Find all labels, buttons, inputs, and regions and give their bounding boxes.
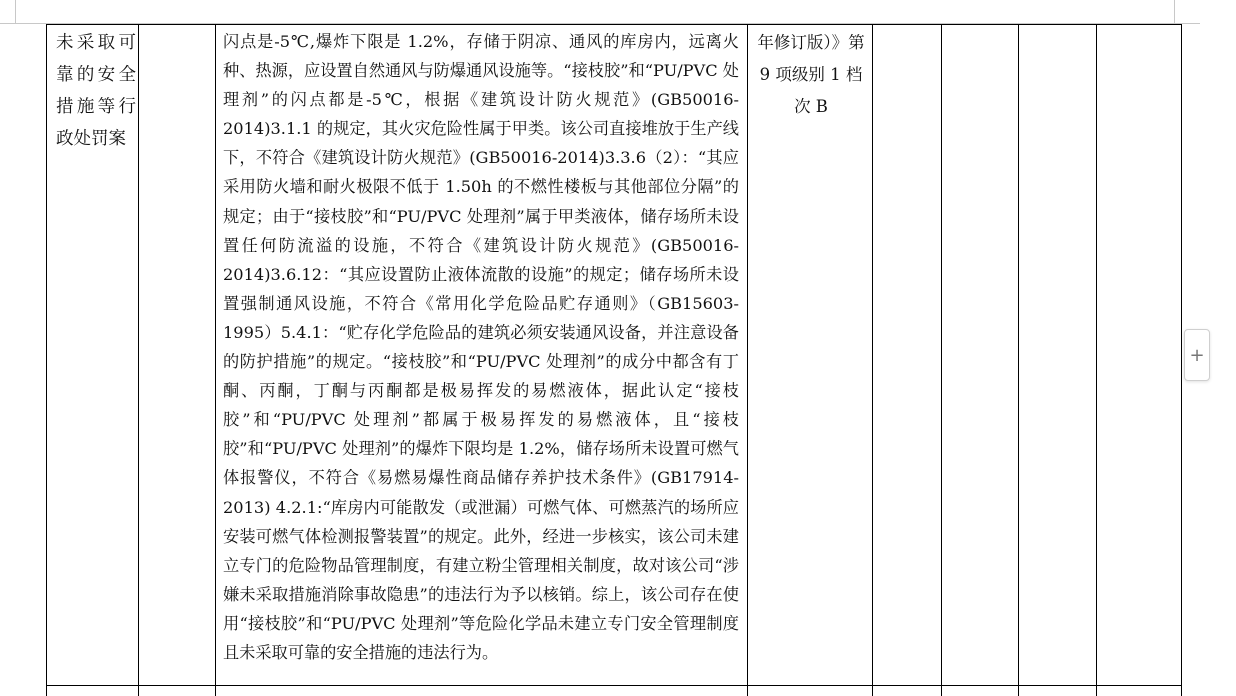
table-border-right xyxy=(1181,24,1182,696)
column-divider xyxy=(1096,24,1097,696)
column-divider xyxy=(1018,24,1019,696)
column-divider xyxy=(215,24,216,696)
table-row-top-border xyxy=(46,24,1182,25)
table-border-left xyxy=(46,24,47,696)
table-row-bottom-border xyxy=(46,685,1182,686)
case-facts-cell: 闪点是-5℃,爆炸下限是 1.2%，存储于阴凉、通风的库房内，远离火种、热源，应设置自然通风与防爆通风设施等。“接枝胶”和“PU/PVC 处理剂”的闪点都是-5℃，根据《建筑设计防火规范》(GB50016-2014)3.1.1 的规定，其火灾危险性属于甲类。该公司直接堆放于生产线下，不符合《建筑设计防火规范》(GB50016-2014)3.3.6（2）：“其应采用防火墙和耐火极限不低于 1.50h 的不燃性楼板与其他部位分隔”的规定；由于“接枝胶”和“PU/PVC 处理剂”属于甲类液体，储存场所未设置任何防流溢的设施，不符合《建筑设计防火规范》(GB50016-2014)3.6.12：“其应设置防止液体流散的设施”的规定；储存场所未设置强制通风设施，不符合《常用化学危险品贮存通则》（GB15603-1995）5.4.1：“贮存化学危险品的建筑必须安装通风设备，并注意设备的防护措施”的规定。“接枝胶”和“PU/PVC 处理剂”的成分中都含有丁酮、丙酮，丁酮与丙酮都是极易挥发的易燃液体，据此认定“接枝胶”和“PU/PVC 处理剂”都属于极易挥发的易燃液体，且“接枝胶”和“PU/PVC 处理剂”的爆炸下限均是 1.2%，储存场所未设置可燃气体报警仪，不符合《易燃易爆性商品储存养护技术条件》(GB17914-2013) 4.2.1:“库房内可能散发（或泄漏）可燃气体、可燃蒸汽的场所应安装可燃气体检测报警装置”的规定。此外，经进一步核实，该公司未建立专门的危险物品管理制度，有建立粉尘管理相关制度，故对该公司“涉嫌未采取措施消除事故隐患”的违法行为予以核销。综上，该公司存在使用“接枝胶”和“PU/PVC 处理剂”等危险化学品未建立专门安全管理制度且未采取可靠的安全措施的违法行为。 xyxy=(223,32,739,662)
column-divider xyxy=(941,24,942,696)
page-left-margin-marker xyxy=(15,0,16,24)
column-divider xyxy=(872,24,873,696)
column-divider xyxy=(747,24,748,696)
add-column-button[interactable]: + xyxy=(1184,329,1210,381)
column-divider xyxy=(138,24,139,696)
case-type-cell: 未采取可靠的安全措施等行政处罚案 xyxy=(56,33,136,149)
document-table xyxy=(46,24,1182,696)
penalty-basis-cell: 年修订版）》第 9 项级别 1 档次 B xyxy=(757,33,865,116)
page-right-margin-marker xyxy=(1174,0,1175,24)
